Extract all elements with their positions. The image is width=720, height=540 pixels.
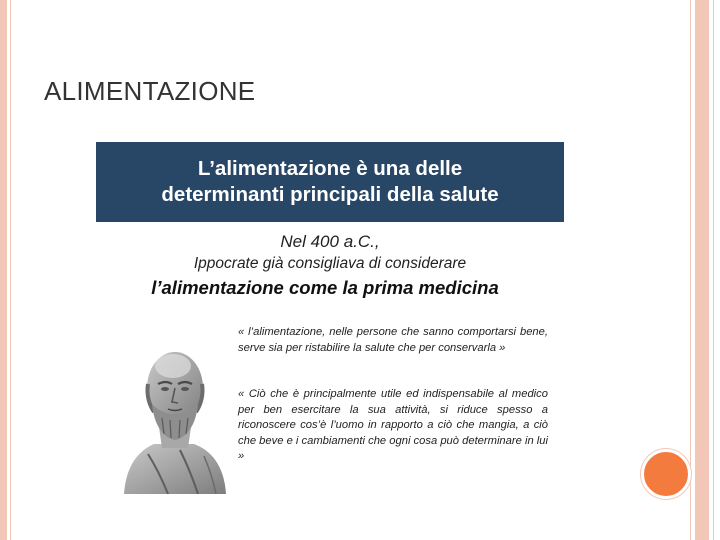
banner-line-1: L’alimentazione è una delle xyxy=(197,157,463,180)
left-decorative-line xyxy=(10,0,11,540)
left-decorative-bar xyxy=(0,0,7,540)
hippocrates-bust-image xyxy=(118,338,230,494)
right-decorative-bar xyxy=(695,0,709,540)
header-banner xyxy=(96,142,564,222)
hippocrates-caption: Ippocrate già consigliava di considerare xyxy=(193,255,467,272)
right-decorative-line-inner xyxy=(690,0,691,540)
quote-one: « l’alimentazione, nelle persone che sanno comportarsi bene, serve sia per ristabilire la salute che per conservarla » xyxy=(238,326,548,354)
slide-title: ALIMENTAZIONE xyxy=(44,76,256,106)
quote-two: « Ciò che è principalmente utile ed indispensabile al medico per ben esercitare la sua attività, si riduce spesso a riconoscere cos’è l’uomo in rapporto a ciò che mangia, a ciò che beve e i cambiamenti che ogni cosa può determinare in lui » xyxy=(238,388,548,462)
right-decorative-line-outer xyxy=(713,0,714,540)
banner-line-2: determinanti principali della salute xyxy=(161,183,499,206)
date-caption: Nel 400 a.C., xyxy=(280,232,380,251)
slide-image-panel xyxy=(96,142,564,494)
orange-circle-decoration xyxy=(641,449,691,499)
first-medicine-caption: l’alimentazione come la prima medicina xyxy=(151,277,499,298)
